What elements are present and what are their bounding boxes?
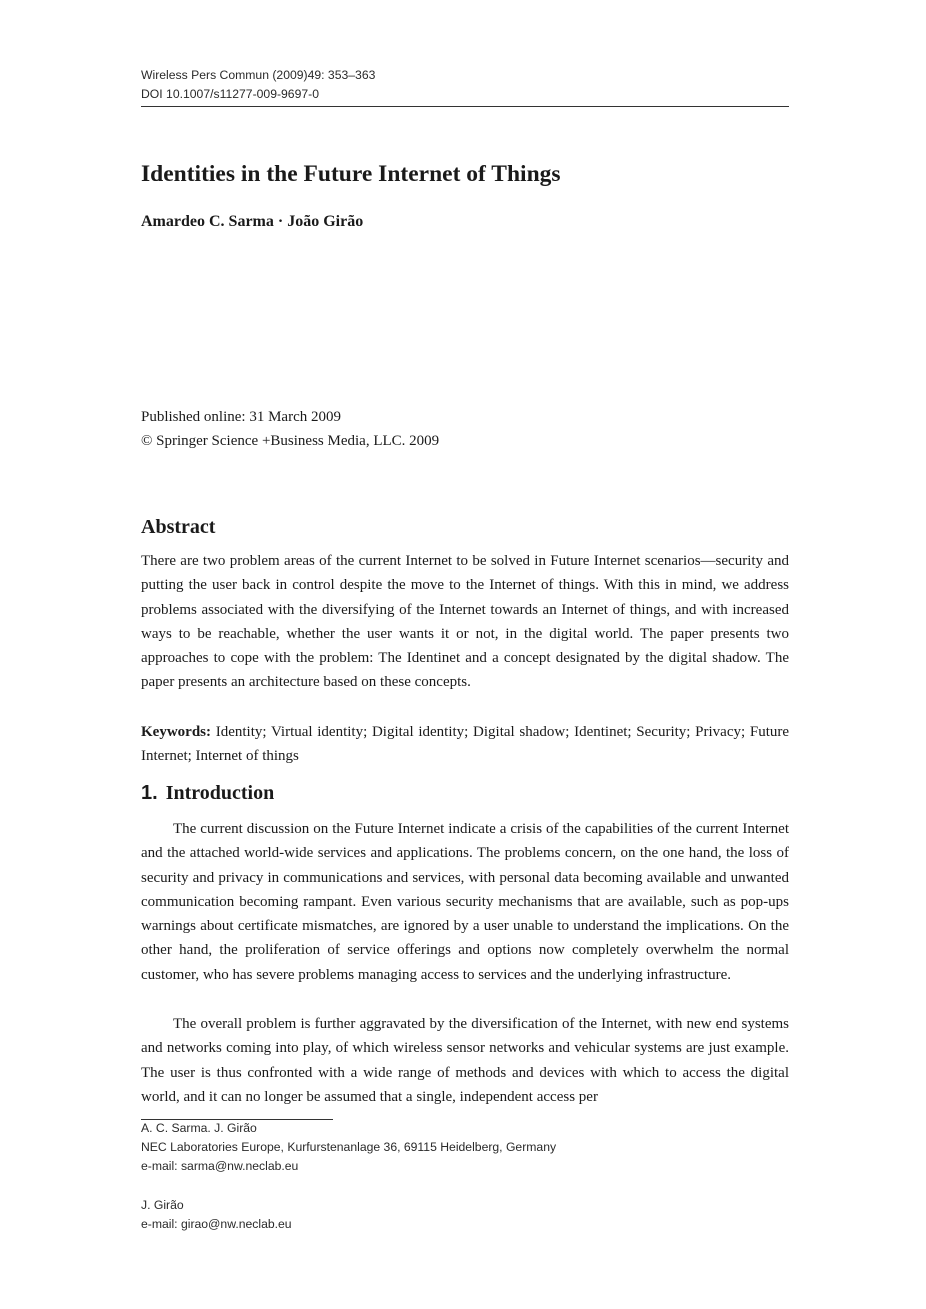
running-head xyxy=(141,66,789,104)
keywords xyxy=(141,720,789,769)
doi: DOI 10.1007/s11277-009-9697-0 xyxy=(141,87,319,101)
intro-paragraph-2: The overall problem is further aggravated by the diversification of the Internet, with new end systems and networks coming into play, of which wireless sensor networks and vehicular systems are just example. The user is thus confronted with a wide range of methods and devices with which to access the digital world, and it can no longer be assumed that a single, independent access per xyxy=(141,1016,789,1105)
publication-info xyxy=(141,405,439,453)
intro-paragraph-1: The current discussion on the Future Internet indicate a crisis of the capabilities of the current Internet and the attached world-wide services and applications. The problems concern, on the one hand, the loss of security and privacy in communications and services, with personal data becoming available and unwanted communication becoming rampant. Even various security mechanisms that are available, such as pop-ups warnings about certificate mismatches, are ignored by a user unable to understand the implications. On the other hand, the proliferation of service offerings and options now completely overwhelm the normal customer, who has severe problems managing access to services and the underlying infrastructure. xyxy=(141,821,789,983)
journal-citation: Wireless Pers Commun (2009)49: 353–363 xyxy=(141,68,376,82)
paper-title: Identities in the Future Internet of Things xyxy=(141,161,561,187)
footnote-email-girao: e-mail: girao@nw.neclab.eu xyxy=(141,1217,292,1231)
keywords-text: Identity; Virtual identity; Digital identity; Digital shadow; Identinet; Security; Privacy; Future Internet; Internet of things xyxy=(141,724,790,765)
keywords-label: Keywords: xyxy=(141,724,211,740)
footnote-authors: A. C. Sarma. J. Girão xyxy=(141,1121,257,1135)
header-rule xyxy=(141,106,789,107)
introduction-heading xyxy=(141,779,274,807)
footnote-spacer xyxy=(141,1176,789,1196)
abstract-heading: Abstract xyxy=(141,516,216,538)
abstract-text: There are two problem areas of the current Internet to be solved in Future Internet scenarios—security and putting the user back in control despite the move to the Internet of things. With this in mind, we address problems associated with the diversifying of the Internet towards an Internet of things, and with increased ways to be reachable, whether the user wants it or not, in the digital world. The paper presents two approaches to cope with the problem: The Identinet and a concept designated by the digital shadow. The paper presents an architecture based on these concepts. xyxy=(141,553,789,691)
section-title-text: Introduction xyxy=(165,782,275,804)
footnote-name-girao: J. Girão xyxy=(141,1198,184,1212)
authors: Amardeo C. Sarma · João Girão xyxy=(141,213,364,230)
copyright: © Springer Science +Business Media, LLC. 2009 xyxy=(141,433,440,449)
section-number: 1. xyxy=(141,782,158,804)
footnote-email-sarma: e-mail: sarma@nw.neclab.eu xyxy=(141,1159,299,1173)
footnote-affiliation: NEC Laboratories Europe, Kurfurstenanlage 36, 69115 Heidelberg, Germany xyxy=(141,1140,557,1154)
footnotes xyxy=(141,1119,789,1234)
published-date: Published online: 31 March 2009 xyxy=(141,409,341,425)
